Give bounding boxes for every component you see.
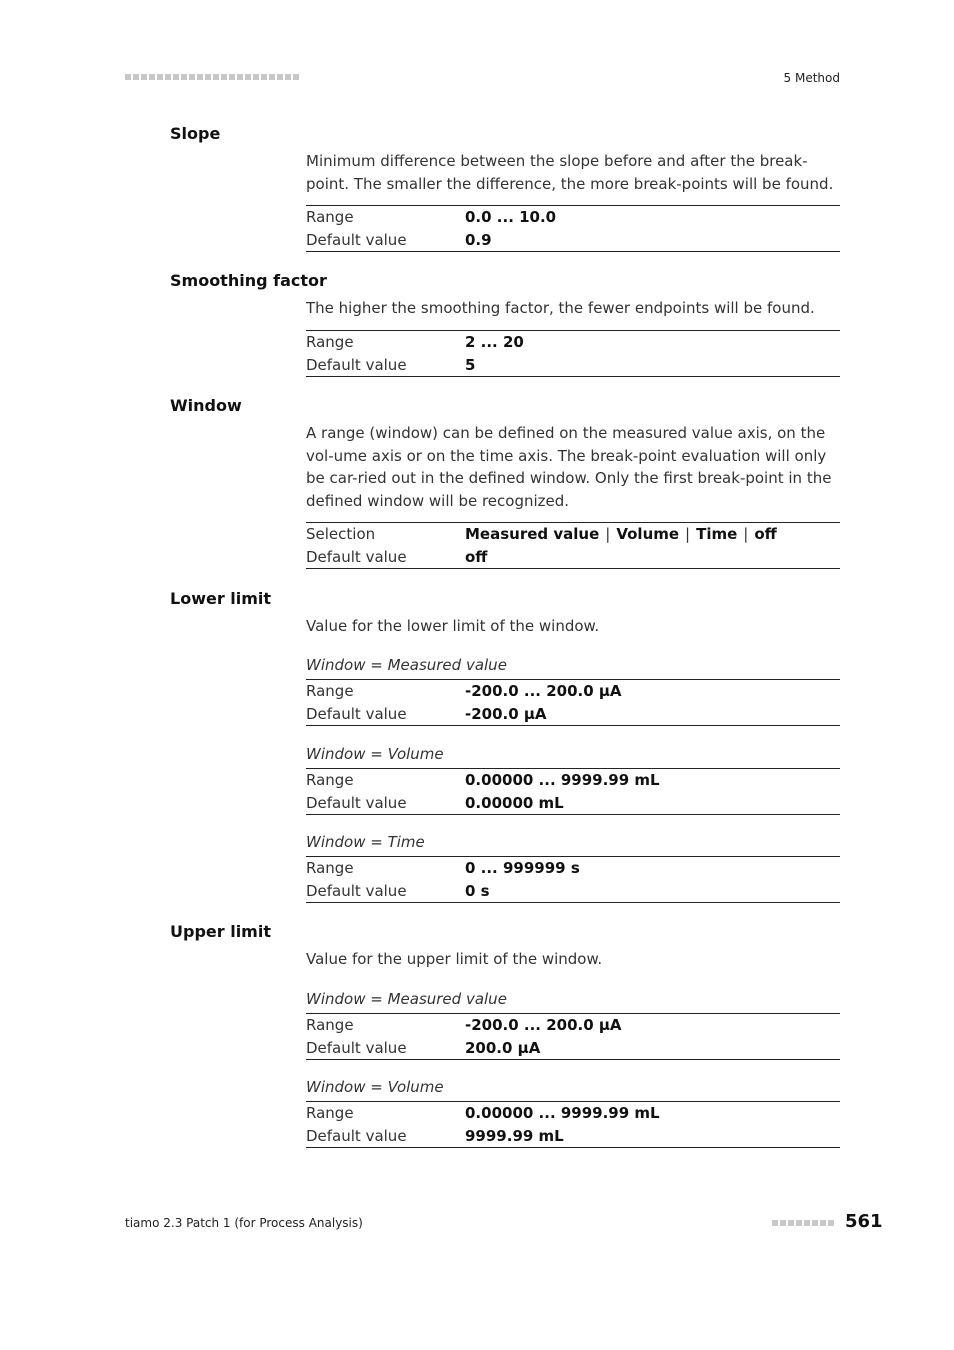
option-off: off [754,525,777,544]
chapter-title: 5 Method [783,71,840,85]
row-value: 5 [465,355,476,374]
lower-limit-table-measured [306,679,840,726]
row-value: -200.0 ... 200.0 µA [465,1016,622,1035]
row-value: -200.0 ... 200.0 µA [465,682,622,701]
table-row [306,229,840,252]
option-separator: | [605,525,611,544]
row-label: Default value [306,793,407,812]
row-label: Range [306,333,354,352]
page-number: 561 [845,1211,883,1232]
condition-label: Window = Volume [306,1078,444,1096]
row-value: 0.9 [465,230,492,249]
row-label: Default value [306,881,407,900]
table-row [306,354,840,377]
row-value: 0 ... 999999 s [465,859,580,878]
row-label: Default value [306,704,407,723]
table-row [306,1037,840,1060]
row-value: 9999.99 mL [465,1126,564,1145]
section-title-smoothing: Smoothing factor [170,271,327,290]
section-title-slope: Slope [170,124,221,143]
row-value: 0.00000 ... 9999.99 mL [465,771,660,790]
table-row [306,523,840,546]
upper-limit-table-measured [306,1013,840,1060]
slope-table [306,205,840,252]
condition-label: Window = Volume [306,745,444,763]
table-row [306,857,840,880]
table-row [306,792,840,815]
option-separator: | [685,525,691,544]
condition-label: Window = Time [306,833,425,851]
row-label: Default value [306,547,407,566]
row-label: Range [306,1016,354,1035]
table-row [306,546,840,569]
row-label: Default value [306,1038,407,1057]
option-separator: | [743,525,749,544]
footer-product: tiamo 2.3 Patch 1 (for Process Analysis) [125,1216,363,1230]
smoothing-description: The higher the smoothing factor, the fewer endpoints will be found. [306,299,815,317]
section-title-lower-limit: Lower limit [170,589,272,608]
slope-description: Minimum difference between the slope before and after the break-point. The smaller the difference, the more break-points will be found. [306,152,834,193]
lower-limit-table-time [306,856,840,903]
row-label: Default value [306,1126,407,1145]
upper-limit-description: Value for the upper limit of the window. [306,950,603,968]
lower-limit-table-volume [306,768,840,815]
table-row [306,1014,840,1037]
row-value: off [465,547,488,566]
condition-label: Window = Measured value [306,990,507,1008]
table-row [306,1125,840,1148]
table-row [306,703,840,726]
table-row [306,880,840,903]
option-measured-value: Measured value [465,525,600,544]
row-label: Default value [306,355,407,374]
selection-values [465,525,777,543]
row-label: Range [306,859,354,878]
lower-limit-description: Value for the lower limit of the window. [306,617,600,635]
row-value: 2 ... 20 [465,333,524,352]
row-label: Range [306,682,354,701]
upper-limit-table-volume [306,1101,840,1148]
table-row [306,331,840,354]
option-volume: Volume [616,525,680,544]
row-value: 0.00000 ... 9999.99 mL [465,1104,660,1123]
row-label: Range [306,771,354,790]
window-description: A range (window) can be defined on the measured value axis, on the vol-ume axis or on the time axis. The break-point evaluation will only be car-ried out in the defined window. Only the first break-point in the defined window will be recognized. [306,424,832,510]
table-row [306,1102,840,1125]
row-value: -200.0 µA [465,704,547,723]
window-table [306,522,840,569]
row-value: 0.0 ... 10.0 [465,208,557,227]
table-row [306,769,840,792]
row-label: Range [306,1104,354,1123]
footer-decoration [772,1220,842,1227]
row-value: 200.0 µA [465,1038,541,1057]
header-decoration [125,74,307,81]
table-row [306,680,840,703]
section-title-upper-limit: Upper limit [170,922,271,941]
row-label: Selection [306,525,376,544]
row-label: Range [306,208,354,227]
smoothing-table [306,330,840,377]
section-title-window: Window [170,396,242,415]
row-label: Default value [306,230,407,249]
row-value: 0 s [465,881,490,900]
table-row [306,206,840,229]
option-time: Time [696,525,738,544]
condition-label: Window = Measured value [306,656,507,674]
row-value: 0.00000 mL [465,793,564,812]
